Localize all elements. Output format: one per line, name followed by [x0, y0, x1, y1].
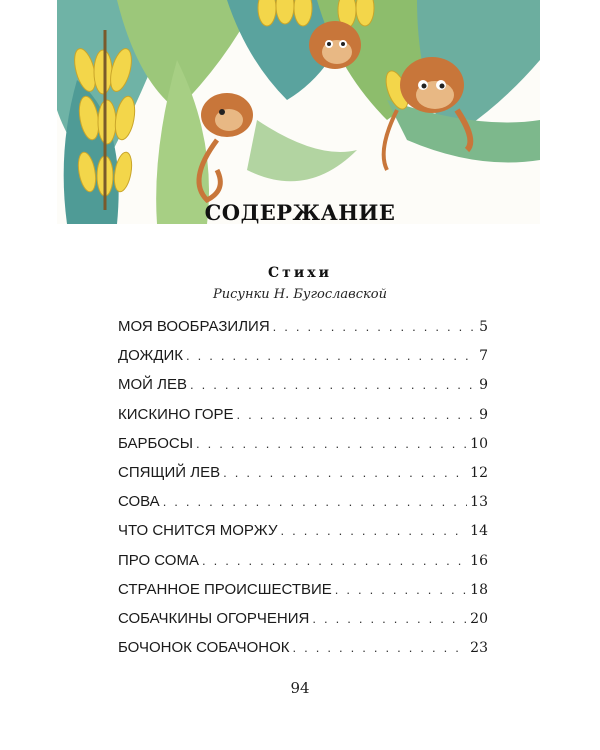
toc-entry-title: БАРБОСЫ: [118, 434, 193, 452]
toc-entry-title: БОЧОНОК СОБАЧОНОК: [118, 639, 290, 657]
toc-entry-title: МОЯ ВООБРАЗИЛИЯ: [118, 318, 270, 335]
toc-entry[interactable]: [118, 318, 488, 347]
toc-entry-title: СПЯЩИЙ ЛЕВ: [118, 463, 221, 481]
toc-entry[interactable]: [118, 581, 488, 610]
section-title: Стихи: [268, 265, 332, 281]
toc-entry-page: 12: [470, 464, 488, 481]
monkeys-bananas-illustration: [57, 0, 540, 224]
toc-entry-title: КИСКИНО ГОРЕ: [118, 405, 234, 423]
toc-entry-page: 14: [470, 523, 488, 540]
leader-dots: [223, 465, 467, 480]
toc-entry-page: 16: [470, 552, 488, 569]
page-heading: СОДЕРЖАНИЕ: [204, 200, 396, 225]
leader-dots: [196, 436, 467, 451]
toc-entry[interactable]: [118, 610, 488, 639]
toc-entry-page: 7: [479, 348, 488, 365]
toc-entry-page: 23: [470, 640, 488, 657]
leader-dots: [312, 611, 467, 626]
toc-entry[interactable]: [118, 376, 488, 405]
leader-dots: [202, 553, 467, 568]
toc-entry[interactable]: [118, 464, 488, 493]
toc-entry-page: 10: [470, 435, 488, 452]
section-subtitle: Рисунки Н. Бугославской: [213, 287, 387, 302]
leader-dots: [335, 582, 467, 597]
toc-entry-page: 9: [479, 377, 488, 394]
toc-entry[interactable]: [118, 347, 488, 376]
toc-entry-page: 13: [470, 494, 488, 511]
leader-dots: [190, 377, 473, 392]
toc-entry-title: ПРО СОМА: [118, 551, 199, 569]
leader-dots: [273, 319, 473, 334]
toc-entry[interactable]: [118, 406, 488, 435]
leader-dots: [237, 407, 474, 422]
page-number: 94: [290, 679, 310, 697]
toc-entry-title: СОБАЧКИНЫ ОГОРЧЕНИЯ: [118, 609, 310, 627]
toc-entry-page: 20: [470, 610, 488, 627]
leader-dots: [280, 523, 467, 538]
header-illustration: [57, 0, 540, 224]
toc-entry-page: 9: [479, 406, 488, 423]
leader-dots: [293, 640, 468, 655]
toc-entry-page: 5: [479, 319, 488, 335]
leader-dots: [186, 348, 473, 363]
toc-entry[interactable]: [118, 493, 488, 522]
toc-entry-title: ЧТО СНИТСЯ МОРЖУ: [118, 522, 278, 540]
toc-entry-title: МОЙ ЛЕВ: [118, 376, 187, 394]
leader-dots: [163, 494, 467, 509]
toc-entry[interactable]: [118, 552, 488, 581]
table-of-contents: [118, 318, 488, 668]
toc-entry-title: СОВА: [118, 493, 160, 511]
toc-entry[interactable]: [118, 639, 488, 668]
toc-entry-page: 18: [470, 581, 488, 598]
toc-entry-title: СТРАННОЕ ПРОИСШЕСТВИЕ: [118, 580, 332, 598]
toc-entry[interactable]: [118, 522, 488, 551]
toc-entry-title: ДОЖДИК: [118, 347, 184, 365]
toc-entry[interactable]: [118, 435, 488, 464]
